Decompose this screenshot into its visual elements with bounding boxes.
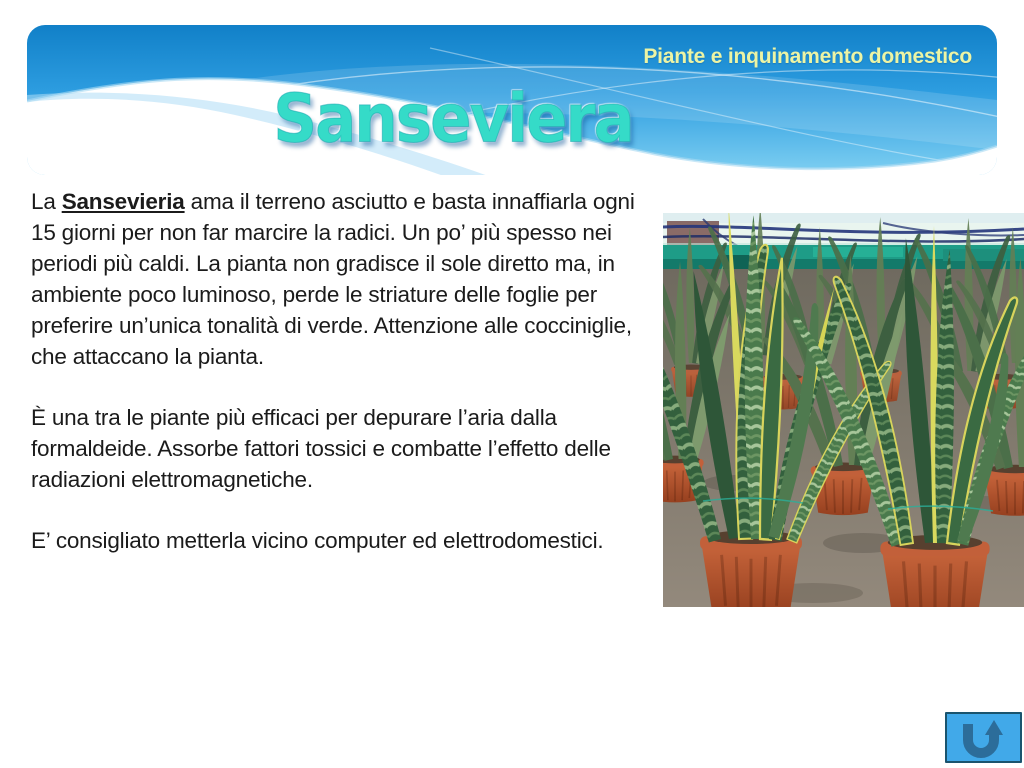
body-text-block <box>31 186 649 586</box>
return-button[interactable] <box>945 712 1022 763</box>
p1-term: Sansevieria <box>61 189 185 214</box>
sansevieria-photo <box>663 213 1024 607</box>
paragraph-care <box>31 186 649 372</box>
header-topic: Piante e inquinamento domestico <box>643 45 972 68</box>
paragraph-purify: È una tra le piante più efficaci per depurare l’aria dalla formaldeide. Assorbe fattori tossici e combatte l’effetto delle radiazioni elettromagnetiche. <box>31 405 611 492</box>
paragraph-advice: E’ consigliato metterla vicino computer ed elettrodomestici. <box>31 528 604 553</box>
u-turn-arrow-icon <box>954 716 1014 759</box>
slide-title: Sanseviera <box>273 80 633 159</box>
p1-rest: ama il terreno asciutto e basta innaffiarla ogni 15 giorni per non far marcire la radici. Un po’ più spesso nei periodi più caldi. La pianta non gradisce il sole diretto ma, in ambiente poco luminoso, perde le striature delle foglie per preferire un’unica tonalità di verde. Attenzione alle cocciniglie, che attaccano la pianta. <box>31 189 635 369</box>
p1-lead: La <box>31 189 62 214</box>
